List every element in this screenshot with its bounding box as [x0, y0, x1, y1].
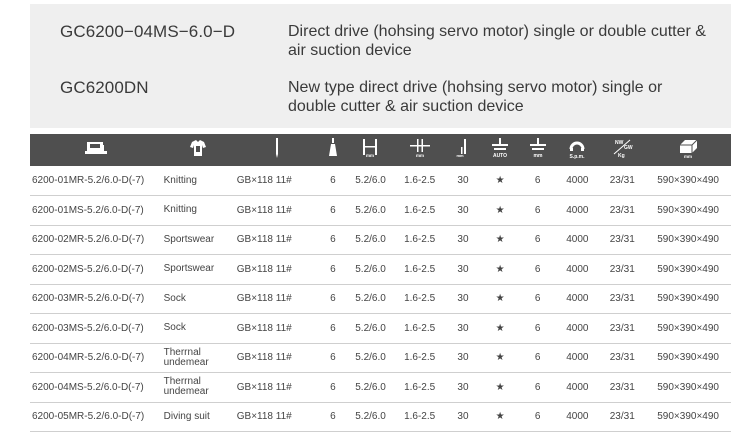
model-description-panel [30, 4, 731, 128]
model-cell: 6200-01MS-5.2/6.0-D(-7) [30, 196, 162, 226]
svg-text:Kg: Kg [618, 152, 625, 159]
gauge-cell: 5.2/6.0 [348, 373, 394, 403]
needle-cell: GB×118 11# [235, 314, 319, 344]
auto-cell: ★ [480, 255, 520, 285]
stitch-width-cell: 1.6-2.5 [394, 314, 446, 344]
foot-cell: 6 [520, 196, 556, 226]
size-cell: 590×390×490 [645, 402, 731, 432]
svg-text:mm: mm [533, 152, 543, 159]
needle-gauge-icon [348, 134, 394, 166]
weight-cell: 23/31 [599, 284, 645, 314]
auto-presser-foot-icon [480, 134, 520, 166]
needle-cell: GB×118 11# [235, 402, 319, 432]
model-description: Direct drive (hohsing servo motor) single or double cutter & air suction device [288, 23, 706, 59]
stitch-width-cell: 1.6-2.5 [394, 166, 446, 196]
size-cell: 590×390×490 [645, 255, 731, 285]
table-row [30, 166, 731, 196]
presser-foot-height-icon [520, 134, 556, 166]
application-cell: Therrnal undemear [162, 343, 235, 373]
table-header-row [30, 134, 731, 166]
weight-cell: 23/31 [599, 402, 645, 432]
threads-cell: 6 [318, 196, 347, 226]
size-cell: 590×390×490 [645, 314, 731, 344]
speed-cell: 4000 [555, 373, 599, 403]
weight-cell: 23/31 [599, 255, 645, 285]
gauge-cell: 5.2/6.0 [348, 343, 394, 373]
model-code: GC6200−04MS−6.0−D [60, 22, 236, 41]
needle-cell: GB×118 11# [235, 343, 319, 373]
stitch-width-icon [394, 134, 446, 166]
stitch-length-cell: 30 [446, 314, 480, 344]
size-cell: 590×390×490 [645, 373, 731, 403]
foot-cell: 6 [520, 402, 556, 432]
table-row [30, 255, 731, 285]
model-cell: 6200-03MS-5.2/6.0-D(-7) [30, 314, 162, 344]
auto-cell: ★ [480, 196, 520, 226]
speed-cell: 4000 [555, 166, 599, 196]
application-cell: Sock [162, 314, 235, 344]
needle-cell: GB×118 11# [235, 373, 319, 403]
table-row [30, 373, 731, 403]
model-code: GC6200DN [60, 78, 149, 97]
size-cell: 590×390×490 [645, 166, 731, 196]
svg-text:GW: GW [624, 144, 633, 151]
thread-count-icon [318, 134, 347, 166]
speed-cell: 4000 [555, 225, 599, 255]
stitch-length-cell: 30 [446, 166, 480, 196]
threads-cell: 6 [318, 373, 347, 403]
speed-cell: 4000 [555, 284, 599, 314]
size-cell: 590×390×490 [645, 225, 731, 255]
stitch-width-cell: 1.6-2.5 [394, 255, 446, 285]
threads-cell: 6 [318, 255, 347, 285]
gauge-cell: 5.2/6.0 [348, 166, 394, 196]
stitch-length-cell: 30 [446, 255, 480, 285]
model-cell: 6200-01MR-5.2/6.0-D(-7) [30, 166, 162, 196]
weight-icon [599, 134, 645, 166]
threads-cell: 6 [318, 225, 347, 255]
gauge-cell: 5.2/6.0 [348, 314, 394, 344]
svg-text:S.p.m.: S.p.m. [569, 153, 585, 159]
needle-icon [235, 134, 319, 166]
model-cell: 6200-02MR-5.2/6.0-D(-7) [30, 225, 162, 255]
weight-cell: 23/31 [599, 373, 645, 403]
stitch-width-cell: 1.6-2.5 [394, 402, 446, 432]
application-cell: Diving suit [162, 402, 235, 432]
foot-cell: 6 [520, 166, 556, 196]
speed-cell: 4000 [555, 196, 599, 226]
stitch-length-cell: 30 [446, 343, 480, 373]
threads-cell: 6 [318, 343, 347, 373]
stitch-length-cell: 30 [446, 196, 480, 226]
auto-cell: ★ [480, 284, 520, 314]
needle-cell: GB×118 11# [235, 284, 319, 314]
weight-cell: 23/31 [599, 196, 645, 226]
stitch-width-cell: 1.6-2.5 [394, 343, 446, 373]
table-body [30, 166, 731, 432]
model-cell: 6200-05MR-5.2/6.0-D(-7) [30, 402, 162, 432]
garment-application-icon [162, 134, 235, 166]
specification-table [30, 134, 731, 432]
stitch-length-cell: 30 [446, 225, 480, 255]
speed-cell: 4000 [555, 314, 599, 344]
application-cell: Knitting [162, 196, 235, 226]
application-cell: Knitting [162, 166, 235, 196]
needle-cell: GB×118 11# [235, 166, 319, 196]
auto-cell: ★ [480, 166, 520, 196]
auto-cell: ★ [480, 343, 520, 373]
sewing-machine-icon [30, 134, 162, 166]
table-row [30, 314, 731, 344]
stitch-width-cell: 1.6-2.5 [394, 284, 446, 314]
stitch-length-icon [446, 134, 480, 166]
stitch-length-cell: 30 [446, 402, 480, 432]
table-row [30, 196, 731, 226]
threads-cell: 6 [318, 314, 347, 344]
gauge-cell: 5.2/6.0 [348, 225, 394, 255]
stitch-length-cell: 30 [446, 284, 480, 314]
threads-cell: 6 [318, 166, 347, 196]
auto-cell: ★ [480, 373, 520, 403]
threads-cell: 6 [318, 284, 347, 314]
size-cell: 590×390×490 [645, 343, 731, 373]
svg-text:mm: mm [415, 152, 424, 158]
model-cell: 6200-04MS-5.2/6.0-D(-7) [30, 373, 162, 403]
stitch-width-cell: 1.6-2.5 [394, 196, 446, 226]
table-row [30, 284, 731, 314]
package-size-icon [645, 134, 731, 166]
gauge-cell: 5.2/6.0 [348, 284, 394, 314]
application-cell: Sportswear [162, 225, 235, 255]
stitch-width-cell: 1.6-2.5 [394, 225, 446, 255]
application-cell: Sock [162, 284, 235, 314]
foot-cell: 6 [520, 255, 556, 285]
needle-cell: GB×118 11# [235, 196, 319, 226]
model-cell: 6200-02MS-5.2/6.0-D(-7) [30, 255, 162, 285]
weight-cell: 23/31 [599, 225, 645, 255]
model-cell: 6200-03MR-5.2/6.0-D(-7) [30, 284, 162, 314]
stitch-width-cell: 1.6-2.5 [394, 373, 446, 403]
foot-cell: 6 [520, 314, 556, 344]
threads-cell: 6 [318, 402, 347, 432]
weight-cell: 23/31 [599, 343, 645, 373]
auto-cell: ★ [480, 225, 520, 255]
needle-cell: GB×118 11# [235, 225, 319, 255]
foot-cell: 6 [520, 225, 556, 255]
application-cell: Sportswear [162, 255, 235, 285]
table-row [30, 402, 731, 432]
table-row [30, 225, 731, 255]
weight-cell: 23/31 [599, 166, 645, 196]
gauge-cell: 5.2/6.0 [348, 196, 394, 226]
application-cell: Therrnal undemear [162, 373, 235, 403]
size-cell: 590×390×490 [645, 196, 731, 226]
weight-cell: 23/31 [599, 314, 645, 344]
foot-cell: 6 [520, 284, 556, 314]
svg-text:mm: mm [456, 152, 464, 158]
svg-text:AUTO: AUTO [493, 152, 508, 159]
table-row [30, 343, 731, 373]
speed-cell: 4000 [555, 255, 599, 285]
model-cell: 6200-04MR-5.2/6.0-D(-7) [30, 343, 162, 373]
foot-cell: 6 [520, 373, 556, 403]
foot-cell: 6 [520, 343, 556, 373]
auto-cell: ★ [480, 402, 520, 432]
model-description: New type direct drive (hohsing servo motor) single or double cutter & air suction device [288, 79, 663, 115]
needle-cell: GB×118 11# [235, 255, 319, 285]
size-cell: 590×390×490 [645, 284, 731, 314]
speed-cell: 4000 [555, 343, 599, 373]
svg-text:NW: NW [615, 139, 624, 146]
stitch-length-cell: 30 [446, 373, 480, 403]
max-speed-icon [555, 134, 599, 166]
gauge-cell: 5.2/6.0 [348, 402, 394, 432]
auto-cell: ★ [480, 314, 520, 344]
svg-text:mm: mm [365, 152, 374, 158]
gauge-cell: 5.2/6.0 [348, 255, 394, 285]
svg-text:mm: mm [684, 153, 693, 159]
speed-cell: 4000 [555, 402, 599, 432]
